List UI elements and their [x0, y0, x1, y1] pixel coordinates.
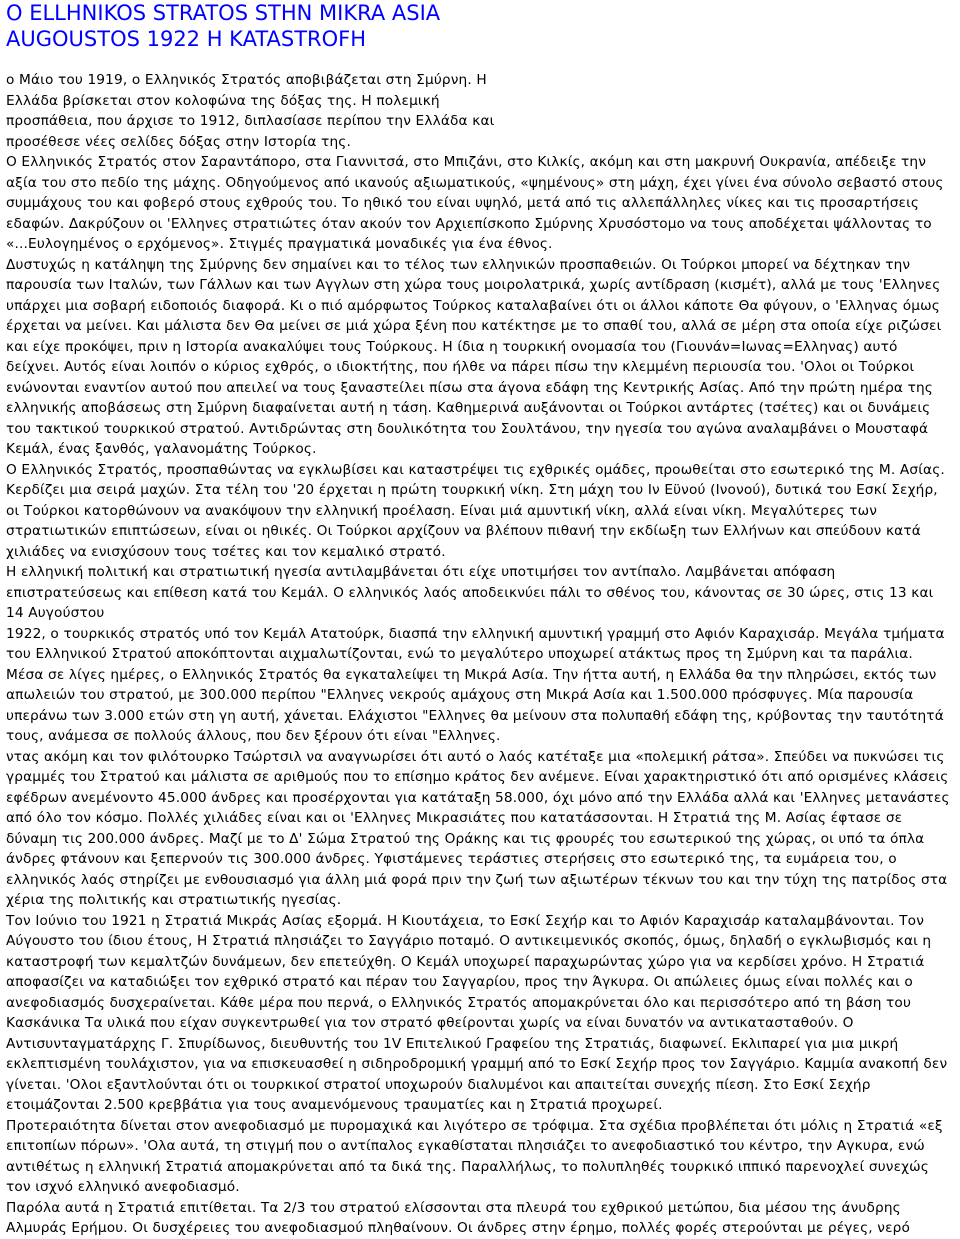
article-body [6, 70, 954, 1239]
paragraph: Παρόλα αυτά η Στρατιά επιτίθεται. Τα 2/3 του στρατού ελίσσονται στα πλευρά του εχθρικού μετώπου, δια μέσου της άνυδρης Αλμυράς Ερήμου. Οι δυσχέρειες του ανεφοδιασμού πληθαίνουν. Οι άνδρες στην έρημο, πολλές φορές στερούνται με ρέγες, νερό [6, 1199, 910, 1236]
paragraph: ντας ακόμη και τον φιλότουρκο Τσώρτσιλ να αναγνωρίσει ότι αυτό ο λαός κατέταξε μια «πολεμική ράτσα». Σπεύδει να πυκνώσει τις γραμμές του Στρατού και μάλιστα σε αριθμούς που το επίσημο κράτος δεν ανέμενε. Είναι χαρακτηριστικό ότι από ορισμένες κλάσεις εφέδρων ανεμένοντο 45.000 άνδρες και προσέρχονται για κατάταξη 58.000, όχι μόνο από την Ελλάδα αλλά και 'Ελληνες μετανάστες από όλο τον κόσμο. Πολλές χιλιάδες είναι και οι 'Ελληνες Μικρασιάτες που κατατάσσονται. Η Στρατιά της Μ. Ασίας έφτασε σε δύναμη τις 200.000 άνδρες. Μαζί με το Δ' Σώμα Στρατού της Οράκης και τις φρουρές του εσωτερικού της χώρας, οι υπό τα όπλα άνδρες φτάνουν και ξεπερνούν τις 300.000 άνδρες. Υφιστάμενες τεράστιες στερήσεις στο εσωτερικό της, τα ευμάρεια του, ο ελληνικός λαός στηρίζει με ενθουσιασμό για άλλη μιά φορά πριν την ζωή των αξιωτέρων τέκνων του και την τύχη της πατρίδος στα χέρια της πολιτικής και στρατιωτικής ηγεσίας. [6, 748, 950, 908]
paragraph: Προτεραιότητα δίνεται στον ανεφοδιασμό με πυρομαχικά και λιγότερο σε τρόφιμα. Στα σχέδια προβλέπεται ότι μόλις η Στρατιά «εξ επιτοπίων πόρων». 'Ολα αυτά, τη στιγμή που ο αντίπαλος εγκαθίσταται πλησιάζει το ανεφοδιαστικό του κέντρο, την Αγκυρα, ενώ αντιθέτως η ελληνική Στρατιά απομακρύνεται από τα δικά της. Παραλλήλως, το πολυπληθές τουρκικό ιππικό παρενοχλεί συνεχώς τον ισχνό ελληνικό ανεφοδιασμό. [6, 1117, 943, 1195]
paragraph: Δυστυχώς η κατάληψη της Σμύρνης δεν σημαίνει και το τέλος των ελληνικών προσπαθειών. Οι Τούρκοι μπορεί να δέχτηκαν την παρουσία των Ιταλών, των Γάλλων και των Αγγλων στη χώρα τους μοιρολατρικά, χωρίς αντίδραση (κισμέτ), αλλά με τους 'Ελληνες υπάρχει μια σοβαρή ειδοποιός διαφορά. Κι ο πιό αμόρφωτος Τούρκος καταλαβαίνει ότι οι άλλοι κάποτε Θα φύγουν, ο 'Ελληνας όμως έρχεται να μείνει. Και μάλιστα δεν Θα μείνει σε μιά χώρα ξένη που κατέκτησε με το σπαθί του, αλλά σε μέρη στα οποία είχε ριζώσει και είχε προκόψει, πριν η Ιστορία ανακαλύψει τους Τούρκους. Η ίδια η τουρκική ονομασία του (Γιουνάν=Ιωνας=Ελληνας) αυτό δείχνει. Αυτός είναι λοιπόν ο κύριος εχθρός, ο ιδιοκτήτης, που ήλθε να πάρει πίσω την κλεμμένη περιουσία του. 'Ολοι οι Τούρκοι ενώνονται εναντίον αυτού που απειλεί να τους ξαναστείλει πίσω στα άγονα εδάφη της Κεντρικής Ασίας. Από την πρώτη ημέρα της ελληνικής αποβάσεως στη Σμύρνη διαφαίνεται αυτή η τάση. Καθημερινά αυξάνονται οι Τούρκοι αντάρτες (τσέτες) και οι δυνάμεις του τακτικού τουρκικού στρατού. Αντιδρώντας στη δουλικότητα του Σουλτάνου, την ηγεσία του αγώνα αναλαμβάνει ο Μουσταφά Κεμάλ, ένας ξανθός, γαλανομάτης Τούρκος. [6, 256, 942, 457]
paragraph: Ο Ελληνικός Στρατός στον Σαραντάπορο, στα Γιαννιτσά, στο Μπιζάνι, στο Κιλκίς, ακόμη και στη μακρυνή Ουκρανία, απέδειξε την αξία του στο πεδίο της μάχης. Οδηγούμενος από ικανούς αξιωματικούς, «ψημένους» στη μάχη, έχει γίνει ένα σύνολο σεβαστό στους συμμάχους του και φοβερό στους εχθρούς του. Το ηθικό του είναι υψηλό, μετά από τις αλλεπάλληλες νίκες και τις προσαρτήσεις εδαφών. Δακρύζουν οι 'Ελληνες στρατιώτες όταν ακούν τον Αρχιεπίσκοπο Σμύρνης Χρυσόστομο να τους αποδέχεται ψάλλοντας το «...Ευλογημένος ο ερχόμενος». Στιγμές πραγματικά μοναδικές για ένα έθνος. [6, 154, 944, 252]
intro-paragraph: ο Μάιο του 1919, ο Ελληνικός Στρατός αποβιβάζεται στη Σμύρνη. Η Ελλάδα βρίσκεται στον κολοφώνα της δόξας της. Η πολεμική προσπάθεια, που άρχισε το 1912, διπλασίασε περίπου την Ελλάδα και προσέθεσε νέες σελίδες δόξας στην Ιστορία της. [6, 72, 495, 150]
page-title [6, 0, 954, 52]
paragraph: Τον Ιούνιο του 1921 η Στρατιά Μικράς Ασίας εξορμά. Η Κιουτάχεια, το Εσκί Σεχήρ και το Αφιόν Καραχισάρ καταλαμβάνονται. Τον Αύγουστο του ίδιου έτους, Η Στρατιά πλησιάζει το Σαγγάριο ποταμό. Ο αντικειμενικός σκοπός, όμως, δηλαδή ο εγκλωβισμός και η καταστροφή των κεμαλτζών δυνάμεων, δεν επετεύχθη. Ο Κεμάλ υποχωρεί παραχωρώντας χώρο για να κερδίσει χρόνο. Η Στρατιά αποφασίζει να καταδιώξει τον εχθρικό στρατό και πέραν του Σαγγαρίου, προς την Άγκυρα. Οι απώλειες όμως είναι πολλές και ο ανεφοδιασμός δυσχεραίνεται. Κάθε μέρα που περνά, ο Ελληνικός Στρατός απομακρύνεται όλο και περισσότερο από τη βάση του Κασκάνικα Τα υλικά που είχαν συγκεντρωθεί για τον στρατό φθείρονται χωρίς να είναι δυνατόν να αντικατασταθούν. Ο Αντισυνταγματάρχης Γ. Σπυρίδωνος, διευθυντής του 1V Επιτελικού Γραφείου της Στρατιάς, διαφωνεί. Εκλιπαρεί για μια μικρή εκλεπτισμένη τουλάχιστον, για να επισκευασθεί η σιδηροδρομική γραμμή από το Εσκί Σεχήρ προς τον Σαγγάριο. Καμμία ανακοπή δεν γίνεται. 'Ολοι εξαντλούνται ότι οι τουρκικοί στρατοί υποχωρούν διαλυμένοι και απαιτείται συνεχής πίεση. Στο Εσκί Σεχήρ ετοιμάζονται 2.500 κρεββάτια για τους αναμενόμενους τραυματίες και η Στρατιά προχωρεί. [6, 912, 948, 1113]
title-line-2: AUGOUSTOS 1922 H KATASTROFH [6, 27, 367, 51]
paragraph: Η ελληνική πολιτική και στρατιωτική ηγεσία αντιλαμβάνεται ότι είχε υποτιμήσει τον αντίπαλο. Λαμβάνεται απόφαση επιστρατεύσεως και επίθεση κατά του Κεμάλ. Ο ελληνικός λαός αποδεικνύει πάλι το σθένος του, κάνοντας σε 30 ώρες, στις 13 και 14 Αυγούστου [6, 564, 934, 621]
paragraph: 1922, ο τουρκικός στρατός υπό τον Κεμάλ Ατατούρκ, διασπά την ελληνική αμυντική γραμμή στο Αφιόν Καραχισάρ. Μεγάλα τμήματα του Ελληνικού Στρατού αποκόπτονται αιχμαλωτίζονται, ενώ το μεγαλύτερο υποχωρεί ατάκτως προς τη Σμύρνη και τα παράλια. Μέσα σε λίγες ημέρες, ο Ελληνικός Στρατός θα εγκαταλείψει τη Μικρά Ασία. Την ήττα αυτή, η Ελλάδα θα την πληρώσει, εκτός των απωλειών του στρατού, με 300.000 περίπου "Ελληνες νεκρούς αμάχους στη Μικρά Ασία και 1.500.000 πρόσφυγες. Μία παρουσία υπεράνω των 3.000 ετών στη γη αυτή, χάνεται. Ελάχιστοι "Ελληνες θα μείνουν στα πολυπαθή εδάφη της, κρύβοντας την ταυτότητά τους, ανάμεσα σε πολλούς άλλους, που δεν ξέρουν ότι είναι "Ελληνες. [6, 625, 945, 744]
paragraph: Ο Ελληνικός Στρατός, προσπαθώντας να εγκλωβίσει και καταστρέψει τις εχθρικές ομάδες, προωθείται στο εσωτερικό της Μ. Ασίας. Κερδίζει μια σειρά μαχών. Στα τέλη του '20 έρχεται η πρώτη τουρκική νίκη. Στη μάχη του Ιν Εϋνού (Ινονού), δυτικά του Εσκί Σεχήρ, οι Τούρκοι κατορθώνουν να ανακόψουν την ελληνική προέλαση. Είναι μιά αμυντική νίκη, αλλά είναι νίκη. Μεγαλύτερες των στρατιωτικών επιπτώσεων, είναι οι ηθικές. Οι Τούρκοι αρχίζουν να βλέπουν πιθανή την εκδίωξη των Ελλήνων και σπεύδουν κατά χιλιάδες να ενισχύσουν τους τσέτες και τον κεμαλικό στρατό. [6, 461, 945, 560]
title-line-1: Ο ELLHNIKOS STRATOS STHN MIKRA ASIA [6, 1, 441, 25]
